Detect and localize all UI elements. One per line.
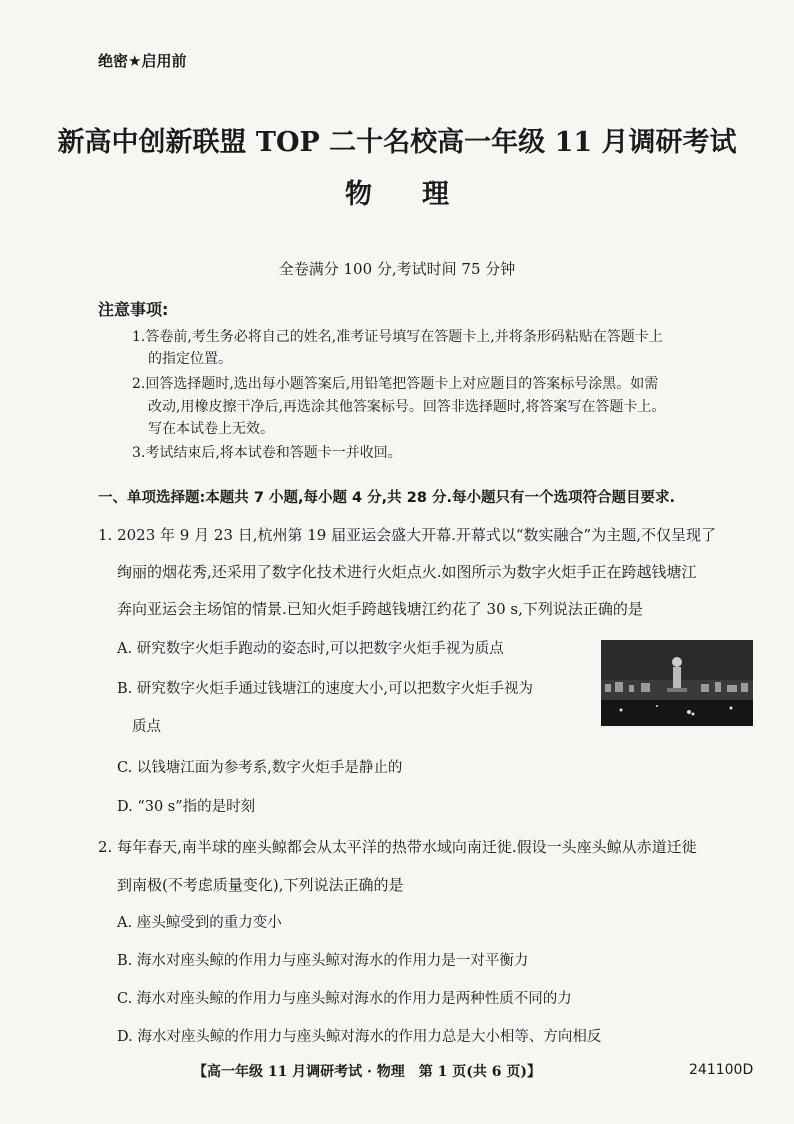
question-1-option-d: D. “30 s”指的是时刻 bbox=[117, 799, 256, 815]
night-river-scene bbox=[601, 640, 753, 726]
question-1-option-b: 质点 bbox=[132, 719, 161, 735]
note-line: 写在本试卷上无效。 bbox=[148, 421, 274, 437]
question-2-stem: 2. 每年春天,南半球的座头鲸都会从太平洋的热带水域向南迁徙.假设一头座头鲸从赤道迁徙 bbox=[98, 838, 697, 856]
torchbearer-photo bbox=[601, 640, 753, 726]
question-1-stem: 绚丽的烟花秀,还采用了数字化技术进行火炬点火.如图所示为数字火炬手正在跨越钱塘江 bbox=[117, 563, 697, 581]
page-footer: 【高一年级 11 月调研考试 · 物理 第 1 页(共 6 页)】 bbox=[192, 1064, 542, 1080]
question-1-option-c: C. 以钱塘江面为参考系,数字火炬手是静止的 bbox=[117, 760, 403, 776]
question-1-stem: 奔向亚运会主场馆的情景.已知火炬手跨越钱塘江约花了 30 s,下列说法正确的是 bbox=[117, 600, 643, 618]
exam-meta: 全卷满分 100 分,考试时间 75 分钟 bbox=[278, 260, 516, 278]
question-2-option-c: C. 海水对座头鲸的作用力与座头鲸对海水的作用力是两种性质不同的力 bbox=[117, 991, 572, 1007]
question-2-option-d: D. 海水对座头鲸的作用力与座头鲸对海水的作用力总是大小相等、方向相反 bbox=[117, 1029, 602, 1045]
note-line: 2.回答选择题时,选出每小题答案后,用铅笔把答题卡上对应题目的答案标号涂黑。如需 bbox=[132, 376, 659, 392]
question-2-option-b: B. 海水对座头鲸的作用力与座头鲸对海水的作用力是一对平衡力 bbox=[117, 953, 529, 969]
note-line: 1.答卷前,考生务必将自己的姓名,准考证号填写在答题卡上,并将条形码粘贴在答题卡上 bbox=[132, 329, 663, 345]
confidential-label: 绝密★启用前 bbox=[98, 52, 187, 70]
notes-title: 注意事项: bbox=[98, 300, 169, 319]
exam-code: 241100D bbox=[689, 1062, 754, 1078]
note-line: 的指定位置。 bbox=[148, 351, 232, 367]
question-2-option-a: A. 座头鲸受到的重力变小 bbox=[117, 915, 282, 931]
question-1-stem: 1. 2023 年 9 月 23 日,杭州第 19 届亚运会盛大开幕.开幕式以“数实融合”为主题,不仅呈现了 bbox=[98, 526, 716, 544]
exam-title: 新高中创新联盟 TOP 二十名校高一年级 11 月调研考试 bbox=[57, 127, 737, 158]
section-heading: 一、单项选择题:本题共 7 小题,每小题 4 分,共 28 分.每小题只有一个选项符合题目要求. bbox=[98, 490, 675, 506]
subject-title: 物理 bbox=[345, 179, 499, 210]
question-2-stem: 到南极(不考虑质量变化),下列说法正确的是 bbox=[117, 876, 404, 894]
question-1-option-b: B. 研究数字火炬手通过钱塘江的速度大小,可以把数字火炬手视为 bbox=[117, 681, 533, 697]
note-line: 3.考试结束后,将本试卷和答题卡一并收回。 bbox=[132, 445, 402, 461]
question-1-option-a: A. 研究数字火炬手跑动的姿态时,可以把数字火炬手视为质点 bbox=[117, 641, 504, 657]
note-line: 改动,用橡皮擦干净后,再选涂其他答案标号。回答非选择题时,将答案写在答题卡上。 bbox=[148, 399, 666, 415]
